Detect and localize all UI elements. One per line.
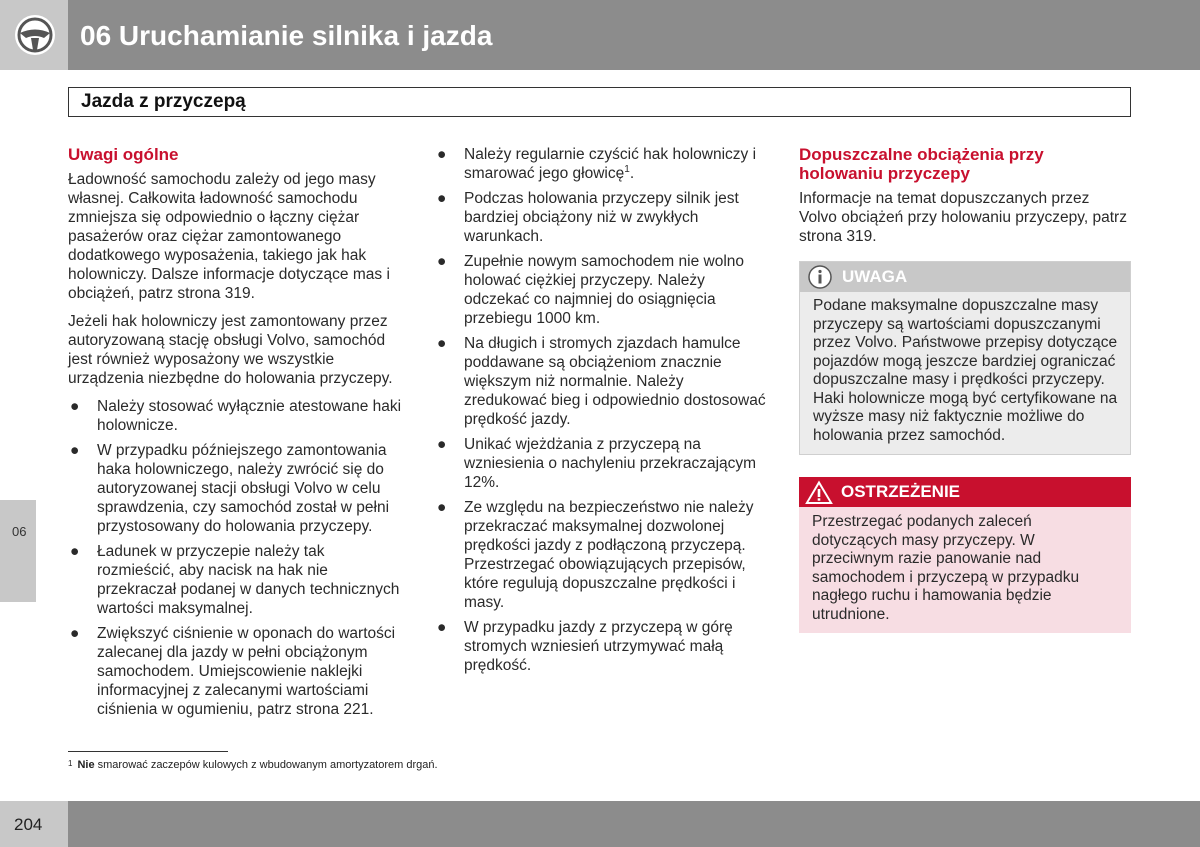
column-general-notes [68, 145, 403, 725]
bullet-icon: ● [437, 499, 447, 516]
column-permitted-loads [799, 145, 1131, 633]
header-corner-block [0, 0, 68, 70]
note-text: Podane maksymalne dopuszczalne masy przyczepy są wartościami dopuszczanymi przez Volvo. Państwowe przepisy dotyczące pojazdów mogą jeszcze bardziej ograniczać dopuszczalne masy i prędkości przyczepy. Haki holownicze mogą być certyfikowane na wyższe masy niż faktycznie możliwe do holowania przez samochód. [813, 297, 1118, 444]
section-title: Jazda z przyczepą [81, 91, 246, 112]
warning-text: Przestrzegać podanych zaleceń dotyczących masy przyczepy. W przeciwnym razie panowanie nad samochodem i przyczepą w przypadku nagłego ruchu i hamowania będzie utrudnione. [812, 513, 1080, 623]
warning-header [799, 477, 1131, 507]
note-header [800, 262, 1130, 292]
footnote-bold-text: Nie [77, 759, 95, 771]
footnote-text: smarować zaczepów kulowych z wbudowanym amortyzatorem drgań. [94, 759, 438, 771]
bullet-icon: ● [437, 335, 447, 352]
bullet-list [435, 145, 770, 675]
chapter-side-tab [0, 500, 36, 602]
section-title-box [68, 87, 1131, 117]
list-item-text: Ładunek w przyczepie należy tak rozmieścić, aby nacisk na hak nie przekraczał podanej w danych technicznych wartości maksymalnej. [97, 543, 400, 617]
paragraph: Jeżeli hak holowniczy jest zamontowany przez autoryzowaną stację obsługi Volvo, samochód jest również wyposażony we wszystkie urządzenia niezbędne do holowania przyczepy. [68, 313, 393, 387]
bullet-icon: ● [70, 543, 80, 560]
chapter-title: 06 Uruchamianie silnika i jazda [80, 20, 493, 51]
list-item-text: Unikać wjeżdżania z przyczepą na wzniesienia o nachyleniu przekraczającym 12%. [464, 436, 757, 491]
list-item [435, 189, 770, 246]
footnote-number: 1 [68, 759, 73, 768]
info-icon [808, 265, 832, 289]
footer-bar [68, 801, 1200, 847]
bullet-icon: ● [437, 190, 447, 207]
list-item [68, 397, 403, 435]
bullet-icon: ● [437, 146, 447, 163]
paragraph: Ładowność samochodu zależy od jego masy własnej. Całkowita ładowność samochodu zmniejsza się odpowiednio o łączny ciężar pasażerów oraz ciężar zamontowanego dodatkowego wyposażenia, takiego jak hak holowniczy. Dalsze informacje dotyczące mas i obciążeń, patrz strona 319. [68, 171, 390, 302]
list-item-text: Należy stosować wyłącznie atestowane haki holownicze. [97, 398, 402, 434]
warning-title: OSTRZEŻENIE [841, 482, 961, 501]
paragraph: Informacje na temat dopuszczanych przez Volvo obciążeń przy holowaniu przyczepy, patrz strona 319. [799, 190, 1127, 245]
bullet-icon: ● [437, 619, 447, 636]
list-item [435, 618, 770, 675]
bullet-list [68, 397, 403, 719]
list-item-text: W przypadku późniejszego zamontowania haka holowniczego, należy zwrócić się do autoryzowanej stacji obsługi Volvo w celu sprawdzenia, czy samochód został w pełni przystosowany do holowania przyczepy. [97, 442, 390, 535]
bullet-icon: ● [70, 398, 80, 415]
list-item [435, 334, 770, 429]
footnote [68, 759, 438, 771]
list-item-text: Na długich i stromych zjazdach hamulce poddawane są obciążeniom znacznie większym niż normalnie. Należy zredukować bieg i odpowiednio dostosować prędkość jazdy. [464, 335, 766, 428]
list-item [68, 542, 403, 618]
list-item [435, 435, 770, 492]
list-item [68, 441, 403, 536]
warning-triangle-icon [805, 480, 833, 505]
note-title: UWAGA [842, 267, 908, 286]
permitted-loads-heading: Dopuszczalne obciążenia przy holowaniu przyczepy [799, 145, 1044, 183]
footnote-divider [68, 751, 228, 752]
bullet-icon: ● [70, 442, 80, 459]
note-box [799, 261, 1131, 455]
list-item [68, 624, 403, 719]
list-item: ● Należy regularnie czyścić hak holowniczy i smarować jego głowicę$^1$. [437, 146, 757, 182]
column-towing-tips [435, 145, 770, 681]
list-item [435, 252, 770, 328]
footnote-reference: 1 [624, 163, 630, 175]
list-item-text: Ze względu na bezpieczeństwo nie należy przekraczać maksymalnej dozwolonej prędkości jazdy z podłączoną przyczepą. Przestrzegać obowiązujących przepisów, które regulują dopuszczalne prędkości i masy. [464, 499, 754, 611]
bullet-icon: ● [70, 625, 80, 642]
list-item-text: Zwiększyć ciśnienie w oponach do wartości zalecanej dla jazdy w pełni obciążonym samochodem. Umiejscowienie naklejki informacyjnej z zalecanymi wartościami ciśnienia w ogumieniu, patrz strona 221. [97, 625, 396, 718]
general-notes-heading: Uwagi ogólne [68, 145, 179, 164]
list-item-text: Zupełnie nowym samochodem nie wolno holować ciężkiej przyczepy. Należy odczekać co najmniej do osiągnięcia przebiegu 1000 km. [464, 253, 745, 327]
list-item-text: Należy regularnie czyścić hak holowniczy i smarować jego głowicę [464, 146, 757, 182]
list-item-text: W przypadku jazdy z przyczepą w górę stromych wzniesień utrzymywać małą prędkość. [464, 619, 733, 674]
page-number: 204 [14, 815, 43, 834]
chapter-side-tab-label: 06 [12, 524, 27, 539]
bullet-icon: ● [437, 253, 447, 270]
warning-box [799, 477, 1131, 633]
bullet-icon: ● [437, 436, 447, 453]
steering-wheel-icon [14, 14, 56, 56]
list-item-text: Podczas holowania przyczepy silnik jest bardziej obciążony niż w zwykłych warunkach. [464, 190, 739, 245]
list-item [435, 498, 770, 612]
